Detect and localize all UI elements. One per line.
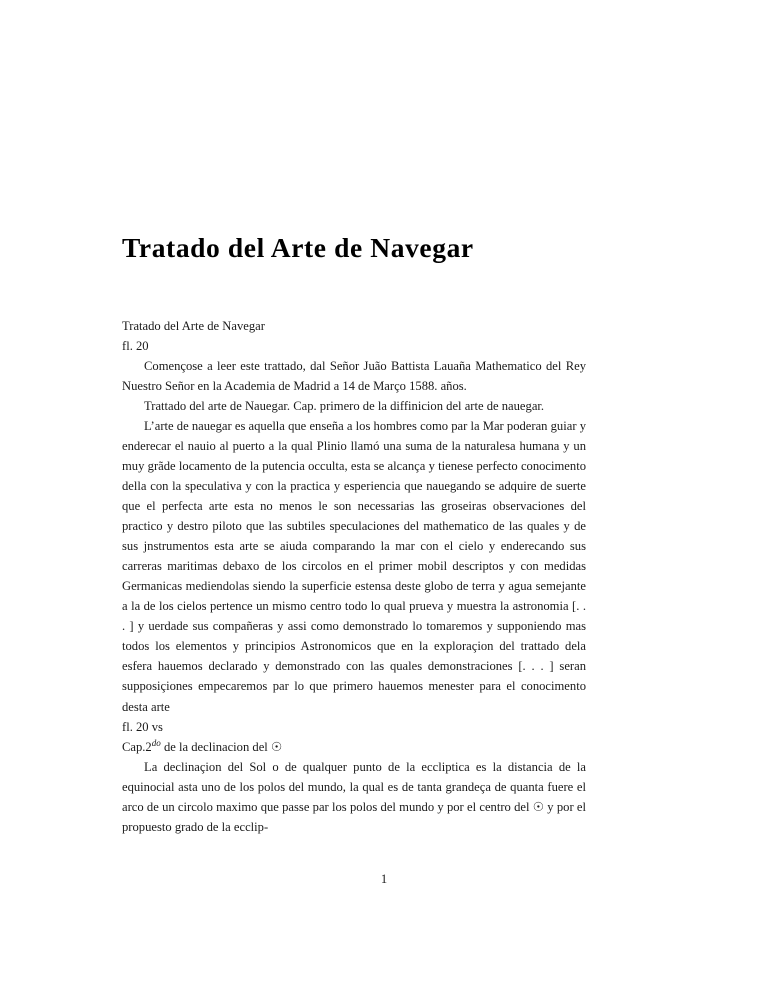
chapter-two-ordinal-suffix: do: [151, 737, 161, 748]
chapter-two-label: Cap.2: [122, 739, 152, 754]
sun-symbol-icon: ☉: [532, 799, 545, 814]
transcription-heading-line: Tratado del Arte de Navegar: [122, 318, 265, 333]
page-title: Tratado del Arte de Navegar: [122, 232, 474, 263]
paragraph-chapter-one-title: Trattado del arte de Nauegar. Cap. primero de la diffinicion del arte de nauegar.: [144, 398, 545, 413]
chapter-two-description: de la declinacion del: [160, 739, 271, 754]
page-number: 1: [380, 872, 388, 886]
chapter-two-heading: [122, 737, 586, 757]
page-content: [122, 232, 586, 837]
folio-reference-20vs: fl. 20 vs: [122, 719, 163, 734]
paragraph-art-of-navigation: L’arte de nauegar es aquella que enseña a los hombres como par la Mar poderan guiar y enderecar el nauio al puerto a la qual Plinio llamó una suma de la naturalesa humana y un muy grãde locamento de la putencia occulta, esta se alcança y tienese perfecto conocimento della con la speculativa y con la practica y esperiencia que nauegando se adquire de suerte que el perfecta arte esta no menos le son necessarias las groseiras observaciones del practico y destro piloto que las subtiles speculaciones del mathematico de las quales y de sus jnstrumentos esta arte se aiuda comparando la mar con el cielo y enderecando sus carreras maritimas debaxo de los circolos en el primer mobil descriptos y con medidas Germanicas mediendolas siendo la superficie estensa deste globo de terra y agua semejante a la de los cielos pertence un mismo centro todo lo qual prueva y muestra la astronomia [. . . ] y uerdade sus compañeras y assi como demonstrado lo tomaremos y supponiendo mas todos los elementos y principios Astronomicos que en la exploraçion del trattado dela esfera hauemos declarado y demonstrado con las quales demonstraciones [. . . ] seran supposiçiones empecaremos par lo que primero hauemos menester para el conocimento desta arte: [122, 418, 586, 714]
paragraph-declination: [122, 757, 586, 837]
declination-text-part-2: y por el propuesto grado de la ecclip-: [122, 799, 587, 834]
paragraph-opening-note: Començose a leer este trattado, dal Señor Juão Battista Lauaña Mathematico del Rey Nuestro Señor en la Academia de Madrid a 14 de Março 1588. años.: [122, 358, 586, 393]
document-body: [122, 316, 586, 837]
declination-text-part-1: La declinaçion del Sol o de qualquer punto de la eccliptica es la distancia de la equinocial asta uno de los polos del mundo, la qual es de tanta grandeça de quanta fuere el arco de un circolo maximo que passe par los polos del mundo y por el centro del: [122, 759, 586, 814]
sun-symbol-icon: ☉: [270, 739, 283, 754]
folio-reference-20: fl. 20: [122, 338, 149, 353]
